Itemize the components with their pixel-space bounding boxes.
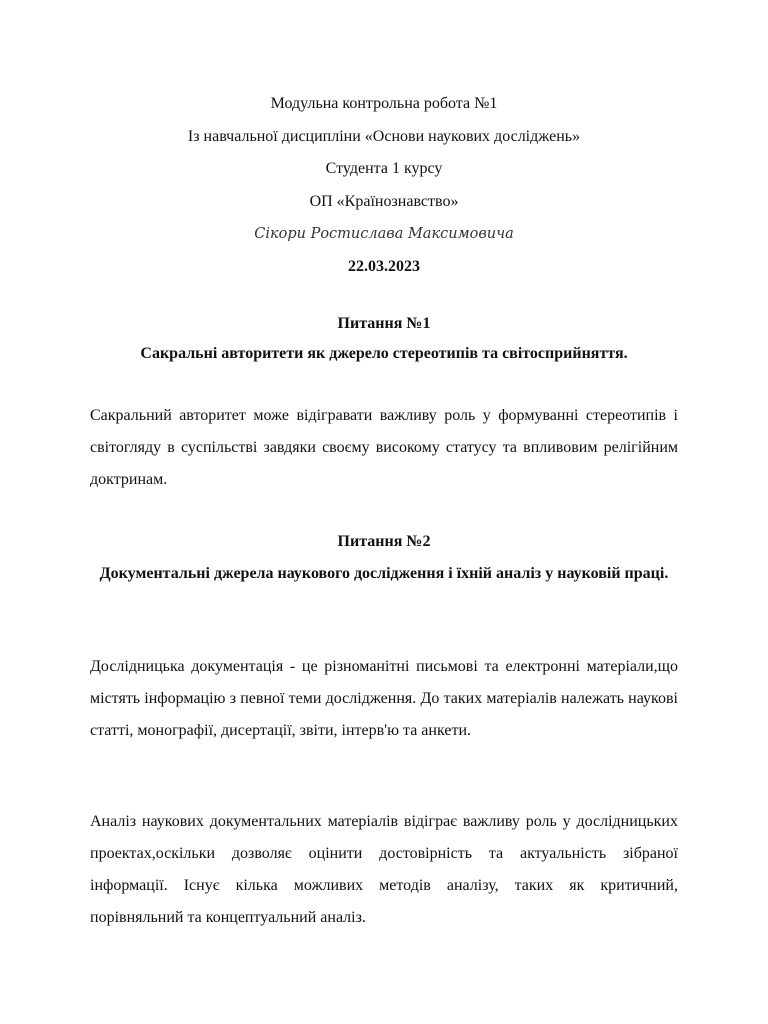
document-title: Модульна контрольна робота №1 [270, 95, 498, 112]
question-2-number: Питання №2 [337, 533, 431, 550]
question-2-answer-paragraph-1: Дослідницька документація - це різноманітні письмові та електронні матеріали,що містять інформацію з певної теми дослідження. До таких матеріалів належать наукові статті, монографії, дисертації, звіти, інтерв'ю та анкети. [90, 658, 678, 739]
document-date: 22.03.2023 [348, 257, 420, 275]
question-1-answer: Сакральний авторитет може відігравати важливу роль у формуванні стереотипів і світогляду в суспільстві завдяки своєму високому статусу та впливовим релігійним доктринам. [90, 407, 678, 488]
question-1-title: Сакральні авторитети як джерело стереотипів та світосприйняття. [140, 345, 628, 362]
student-course-line: Студента 1 курсу [325, 160, 443, 177]
question-2-title: Документальні джерела наукового дослідження і їхній аналіз у науковій праці. [99, 565, 669, 582]
discipline-line: Із навчальної дисципліни «Основи наукових досліджень» [187, 127, 581, 145]
program-line: ОП «Країнознавство» [309, 192, 459, 210]
student-name: Сікори Ростислава Максимовича [254, 226, 514, 242]
question-2-answer-paragraph-2: Аналіз наукових документальних матеріалів відіграє важливу роль у дослідницьких проектах,оскільки дозволяє оцінити достовірність та актуальність зібраної інформації. Існує кілька можливих методів аналізу, таких як критичний, порівняльний та концептуальний аналіз. [90, 813, 678, 926]
title-block [0, 92, 768, 287]
question-1-number: Питання №1 [337, 315, 431, 332]
